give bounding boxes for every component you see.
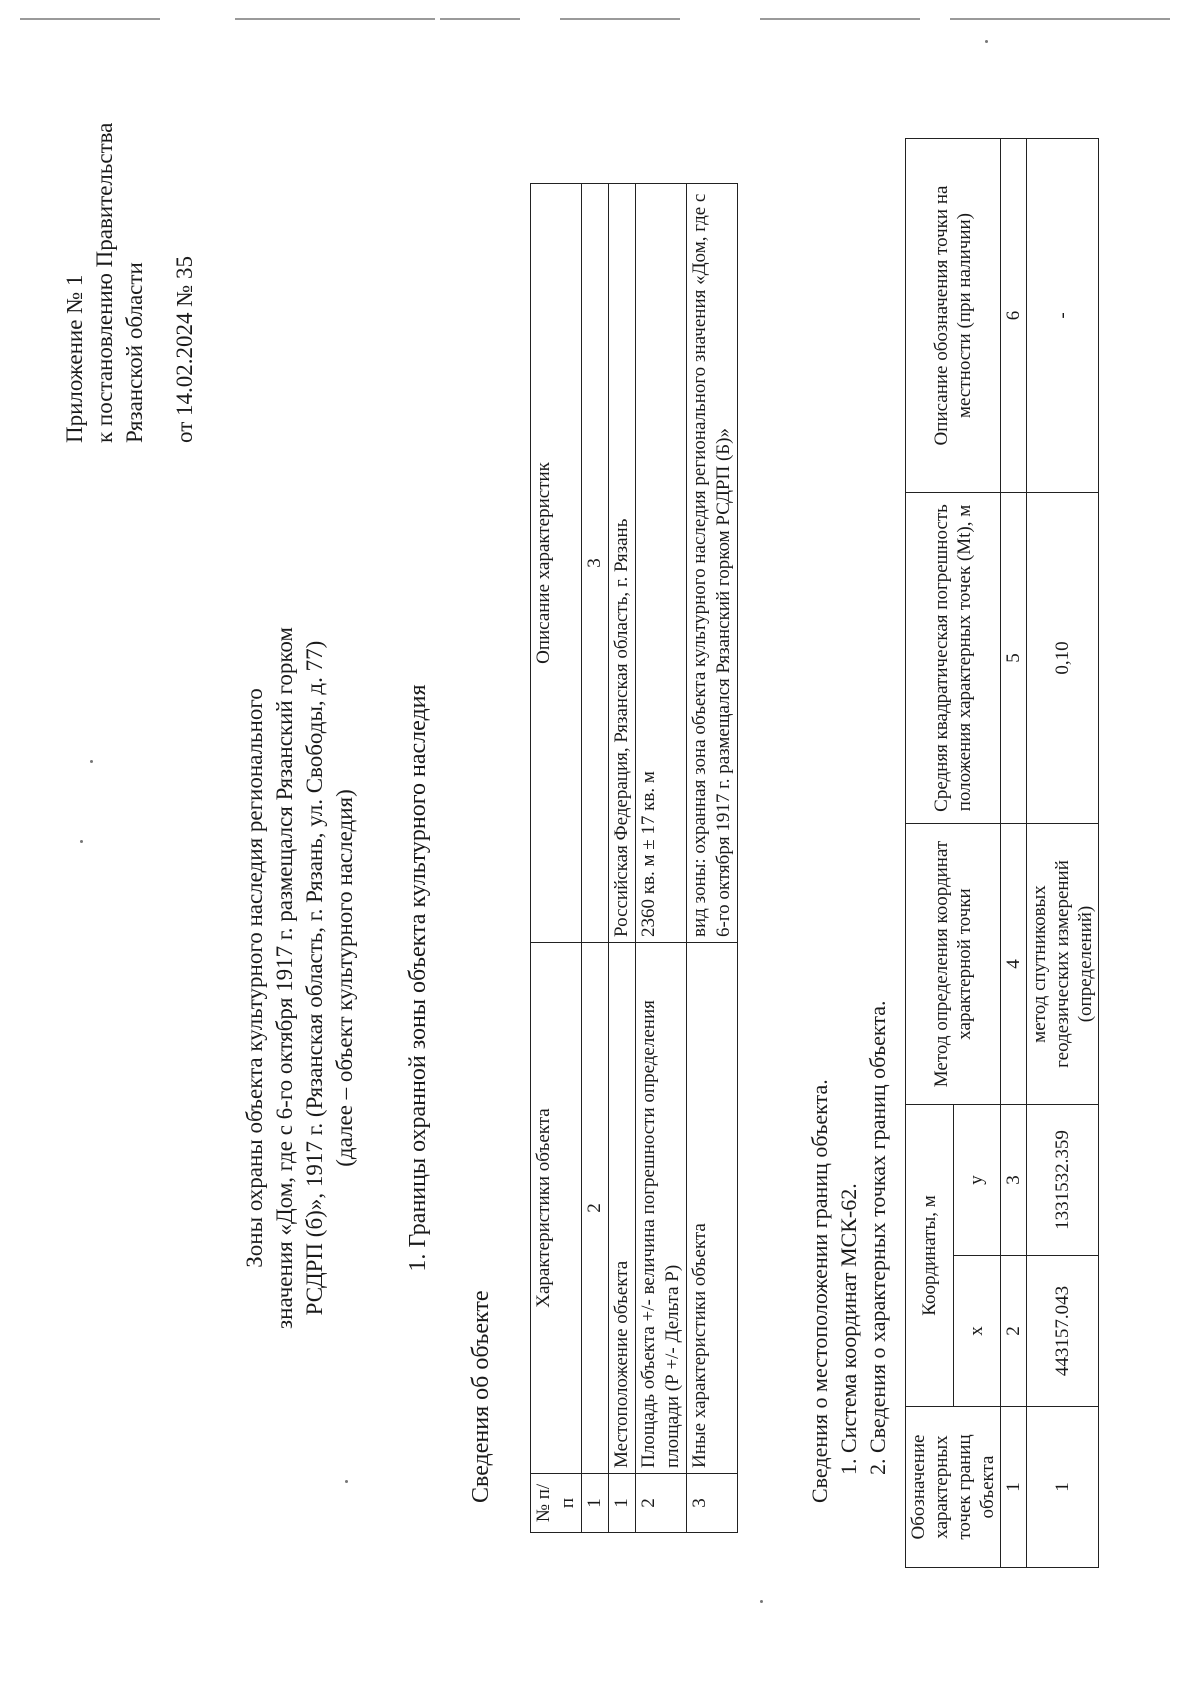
table-header-row [531, 184, 582, 1533]
column-header: Описание характеристик [531, 184, 582, 943]
column-header: Средняя квадратическая погрешность положения характерных точек (Mt), м [906, 493, 1001, 824]
location-info-item: 2. Сведения о характерных точках границ объекта. [865, 1000, 890, 1475]
column-header-x: x [953, 1256, 1001, 1407]
column-number: 6 [1001, 139, 1027, 493]
appendix-line: Рязанской области [122, 262, 147, 443]
appendix-line: к постановлению Правительства [92, 122, 117, 443]
characteristic-cell: Местоположение объекта [609, 943, 636, 1474]
column-header: Обозначение характерных точек границ объекта [906, 1407, 1001, 1568]
row-number: 1 [609, 1474, 636, 1533]
appendix-date: от 14.02.2024 № 35 [172, 256, 197, 443]
description-cell: вид зоны: охранная зона объекта культурного наследия регионального значения «Дом, где с 6-го октября 1917 г. размещался Рязанский горком РСДРП (Б)» [687, 184, 738, 943]
object-info-table [530, 183, 738, 1533]
table-row [1027, 139, 1099, 1568]
characteristic-cell: Площадь объекта +/- величина погрешности определения площади (Р +/- Дельта Р) [636, 943, 687, 1474]
column-number: 1 [1001, 1407, 1027, 1568]
column-header: Характеристики объекта [531, 943, 582, 1474]
title-line: РСДРП (б)», 1917 г. (Рязанская область, г. Рязань, ул. Свободы, д. 77) [302, 640, 327, 1316]
location-info [805, 1001, 892, 1503]
table-column-number-row [582, 184, 609, 1533]
error-cell: 0,10 [1027, 493, 1099, 824]
description-cell: 2360 кв. м ± 17 кв. м [636, 184, 687, 943]
column-number: 3 [1001, 1105, 1027, 1256]
location-info-heading: Сведения о местоположении границ объекта. [807, 1079, 832, 1503]
column-header-y: y [953, 1105, 1001, 1256]
table-row [609, 184, 636, 1533]
column-number: 2 [582, 943, 609, 1474]
column-number: 1 [582, 1474, 609, 1533]
title-line: Зоны охраны объекта культурного наследия регионального [242, 688, 267, 1268]
location-info-item: 1. Система координат МСК-62. [836, 1183, 861, 1475]
section-heading: 1. Границы охранной зоны объекта культурного наследия [405, 684, 431, 1272]
coordinate-x: 443157.043 [1027, 1256, 1099, 1407]
row-number: 3 [687, 1474, 738, 1533]
column-header: Описание обозначения точки на местности (при наличии) [906, 139, 1001, 493]
boundary-points-table [905, 138, 1099, 1568]
table-row [636, 184, 687, 1533]
table-header-row [906, 139, 954, 1568]
appendix-line: Приложение № 1 [62, 274, 87, 443]
characteristic-cell: Иные характеристики объекта [687, 943, 738, 1474]
column-header: № п/п [531, 1474, 582, 1533]
column-number: 5 [1001, 493, 1027, 824]
table-column-number-row [1001, 139, 1027, 1568]
document-title [240, 388, 360, 1568]
title-line: значения «Дом, где с 6-го октября 1917 г. размещался Рязанский горком [272, 627, 297, 1329]
column-number: 2 [1001, 1256, 1027, 1407]
title-line: (далее – объект культурного наследия) [332, 789, 357, 1167]
column-number: 3 [582, 184, 609, 943]
column-header: Координаты, м [906, 1105, 954, 1407]
appendix-header [60, 123, 200, 443]
column-number: 4 [1001, 824, 1027, 1105]
row-number: 2 [636, 1474, 687, 1533]
description-cell: Российская Федерация, Рязанская область, г. Рязань [609, 184, 636, 943]
method-cell: метод спутниковых геодезических измерений (определений) [1027, 824, 1099, 1105]
object-info-heading: Сведения об объекте [468, 1290, 494, 1503]
column-header: Метод определения координат характерной точки [906, 824, 1001, 1105]
coordinate-y: 1331532.359 [1027, 1105, 1099, 1256]
point-description: - [1027, 139, 1099, 493]
table-row [687, 184, 738, 1533]
point-designation: 1 [1027, 1407, 1099, 1568]
